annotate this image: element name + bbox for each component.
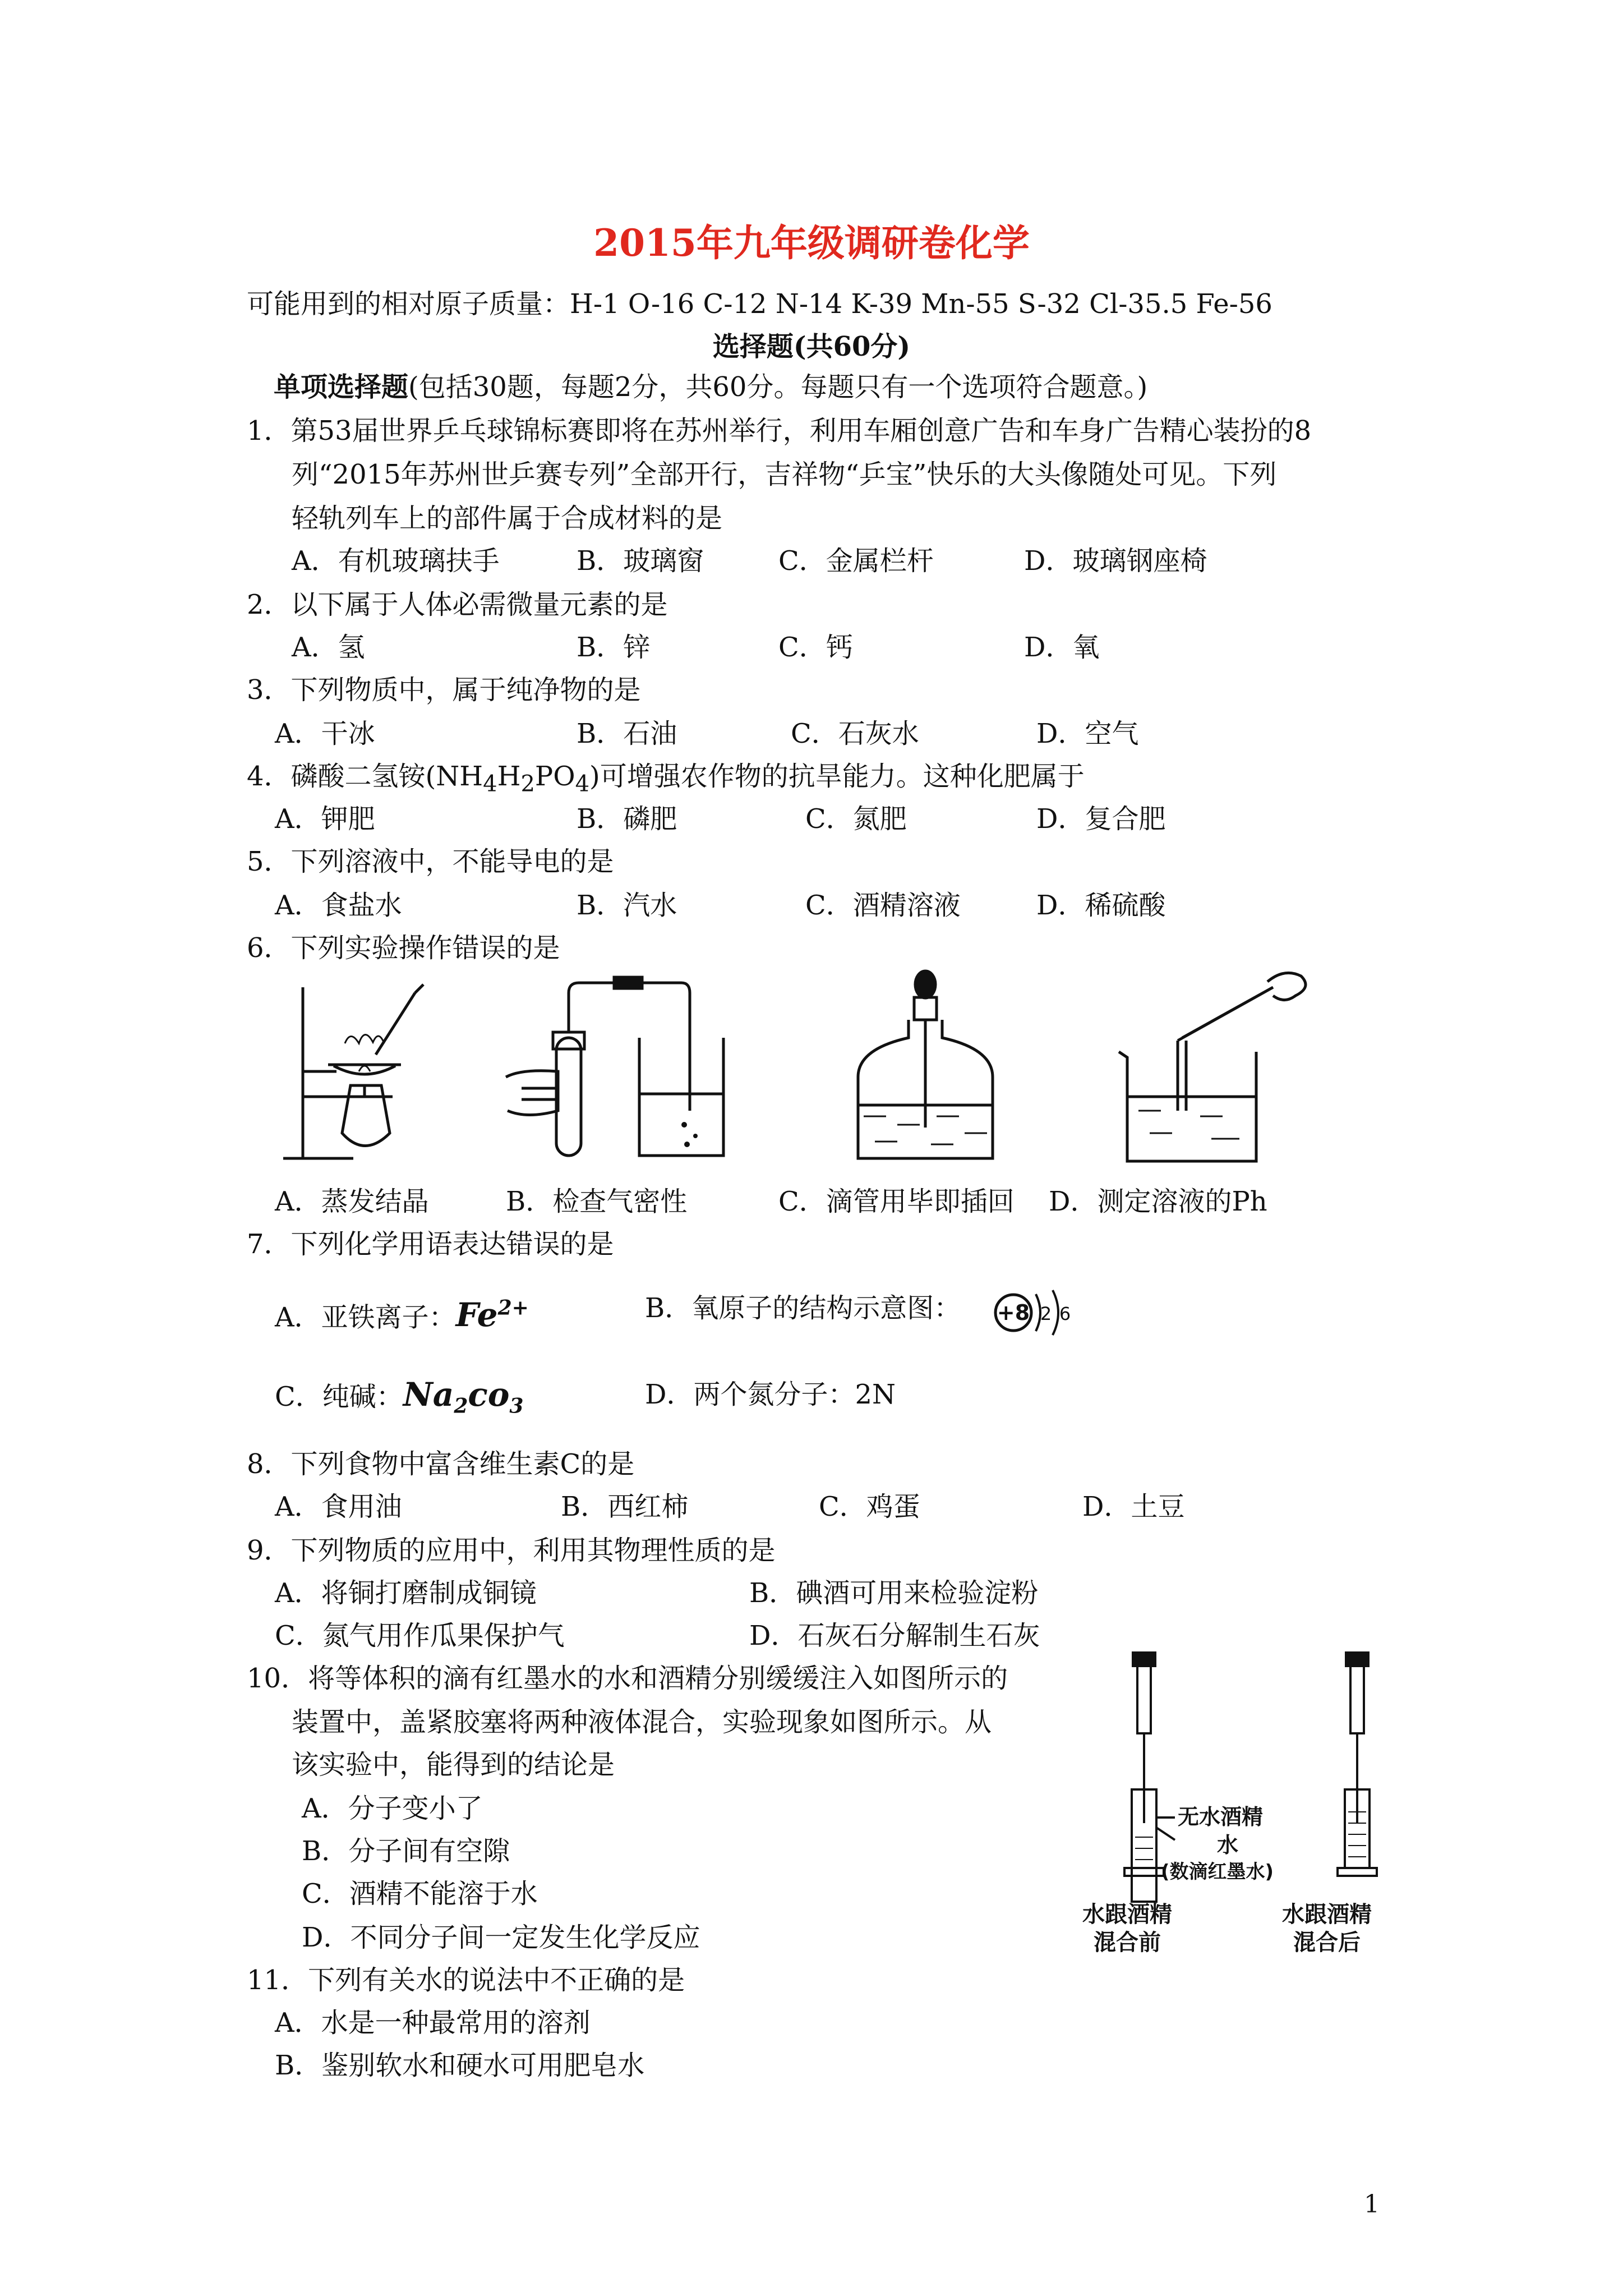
q4-option-d: D．复合肥 [1036,803,1166,835]
q8-option-c: C．鸡蛋 [819,1491,920,1522]
q3-option-a: A．干冰 [275,718,375,749]
nucleus-charge-label: +8 [997,1300,1030,1325]
q4-option-c: C．氮肥 [805,803,907,835]
q5-option-a: A．食盐水 [275,890,402,921]
q10-option-c: C．酒精不能溶于水 [302,1878,538,1910]
shell1-electrons-label: 2 [1040,1303,1052,1324]
q9-option-b: B．碘酒可用来检验淀粉 [749,1577,1039,1609]
water-alcohol-mixing-figure [1066,1649,1413,1896]
q3-option-c: C．石灰水 [791,718,919,749]
q1-line3: 轻轨列车上的部件属于合成材料的是 [292,503,723,534]
q7-stem: 7．下列化学用语表达错误的是 [247,1228,614,1260]
q7-option-d: D．两个氮分子：2N [645,1379,896,1410]
q1-option-d: D．玻璃钢座椅 [1024,545,1207,577]
q3-option-b: B．石油 [577,718,677,749]
page-number: 1 [1364,2190,1380,2219]
fig-label-red-ink: (数滴红墨水) [1161,1861,1274,1883]
q3-option-d: D．空气 [1036,718,1139,749]
q10-option-d: D．不同分子间一定发生化学反应 [302,1922,700,1953]
q2-option-d: D．氧 [1024,632,1100,663]
q10-line2: 装置中，盖紧胶塞将两种液体混合，实验现象如图所示。从 [292,1706,992,1738]
q9-option-c: C．氮气用作瓜果保护气 [275,1620,565,1651]
q4-option-a: A．钾肥 [275,803,375,835]
fig-label-water: 水 [1217,1833,1239,1857]
q10-option-a: A．分子变小了 [302,1793,483,1824]
page-title: 2015年九年级调研卷化学 [593,221,1030,265]
q6-option-c: C．滴管用毕即插回 [778,1186,1015,1217]
q3-stem: 3．下列物质中，属于纯净物的是 [247,674,641,706]
q9-stem: 9．下列物质的应用中，利用其物理性质的是 [247,1535,776,1566]
atomic-masses: 可能用到的相对原子质量：H-1 O-16 C-12 N-14 K-39 Mn-55 S-32 Cl-35.5 Fe-56 [247,288,1272,320]
section-label: 单项选择题 [274,371,409,403]
section-instruction [274,370,1147,404]
q6-option-b: B．检查气密性 [506,1186,688,1217]
q6-option-d: D．测定溶液的Ph [1049,1186,1267,1217]
ph-test-figure [1116,965,1318,1167]
q5-option-c: C．酒精溶液 [805,890,961,921]
q1-option-c: C．金属栏杆 [778,545,934,577]
oxygen-atom-structure-diagram [990,1282,1080,1343]
section-title: 选择题(共60分) [712,331,911,362]
q2-option-c: C．钙 [778,632,853,663]
q6-stem: 6．下列实验操作错误的是 [247,932,560,964]
q9-option-d: D．石灰石分解制生石灰 [749,1620,1040,1651]
q5-option-b: B．汽水 [577,890,677,921]
q11-stem: 11．下列有关水的说法中不正确的是 [247,1964,685,1996]
q8-option-a: A．食用油 [275,1491,402,1522]
ferrous-ion-formula: $Fe^{2+}$ [455,1296,529,1335]
q1-line1: 1．第53届世界乒乓球锦标赛即将在苏州举行，利用车厢创意广告和车身广告精心装扮的8 [247,415,1312,447]
q7-option-b: B．氧原子的结构示意图： [645,1292,961,1324]
shell2-electrons-label: 6 [1059,1303,1071,1324]
q7-option-c: C．纯碱：$Na_2co_3$ [275,1375,524,1418]
q10-line3: 该实验中，能得到的结论是 [292,1749,615,1780]
q4-stem: 4．磷酸二氢铵$(NH_4H_2PO_4)$可增强农作物的抗旱能力。这种化肥属于 [247,761,1085,797]
fig-caption-after: 水跟酒精 混合后 [1282,1902,1372,1955]
airtightness-check-figure [505,976,735,1167]
q1-option-b: B．玻璃窗 [577,545,704,577]
q2-option-a: A．氢 [292,632,365,663]
q2-option-b: B．锌 [577,632,651,663]
q8-stem: 8．下列食物中富含维生素C的是 [247,1448,635,1480]
q1-option-a: A．有机玻璃扶手 [292,545,500,577]
q4-option-b: B．磷肥 [577,803,677,835]
q7-option-a: A．亚铁离子：$Fe^{2+}$ [275,1296,529,1335]
section-note: (包括30题，每题2分，共60分。每题只有一个选项符合题意。) [408,371,1148,403]
fig-label-anhydrous-alcohol: 无水酒精 [1178,1805,1264,1829]
q8-option-d: D．土豆 [1082,1491,1185,1522]
q2-stem: 2．以下属于人体必需微量元素的是 [247,589,668,620]
q5-option-d: D．稀硫酸 [1036,890,1166,921]
q11-option-a: A．水是一种最常用的溶剂 [275,2007,591,2039]
q10-line1: 10．将等体积的滴有红墨水的水和酒精分别缓缓注入如图所示的 [247,1663,1008,1694]
fig-caption-before: 水跟酒精 混合前 [1082,1902,1172,1955]
q5-stem: 5．下列溶液中，不能导电的是 [247,846,614,877]
soda-ash-formula: $Na_2co_3$ [403,1375,524,1418]
q1-line2: 列“2015年苏州世乒赛专列”全部开行，吉祥物“乒宝”快乐的大头像随处可见。下列 [292,459,1277,490]
q10-option-b: B．分子间有空隙 [302,1835,510,1867]
evaporation-apparatus-figure [280,976,449,1167]
q8-option-b: B．西红柿 [561,1491,689,1522]
dropper-bottle-figure [852,965,998,1167]
q9-option-a: A．将铜打磨制成铜镜 [275,1577,537,1609]
q6-option-a: A．蒸发结晶 [275,1186,429,1217]
q11-option-b: B．鉴别软水和硬水可用肥皂水 [275,2050,645,2081]
